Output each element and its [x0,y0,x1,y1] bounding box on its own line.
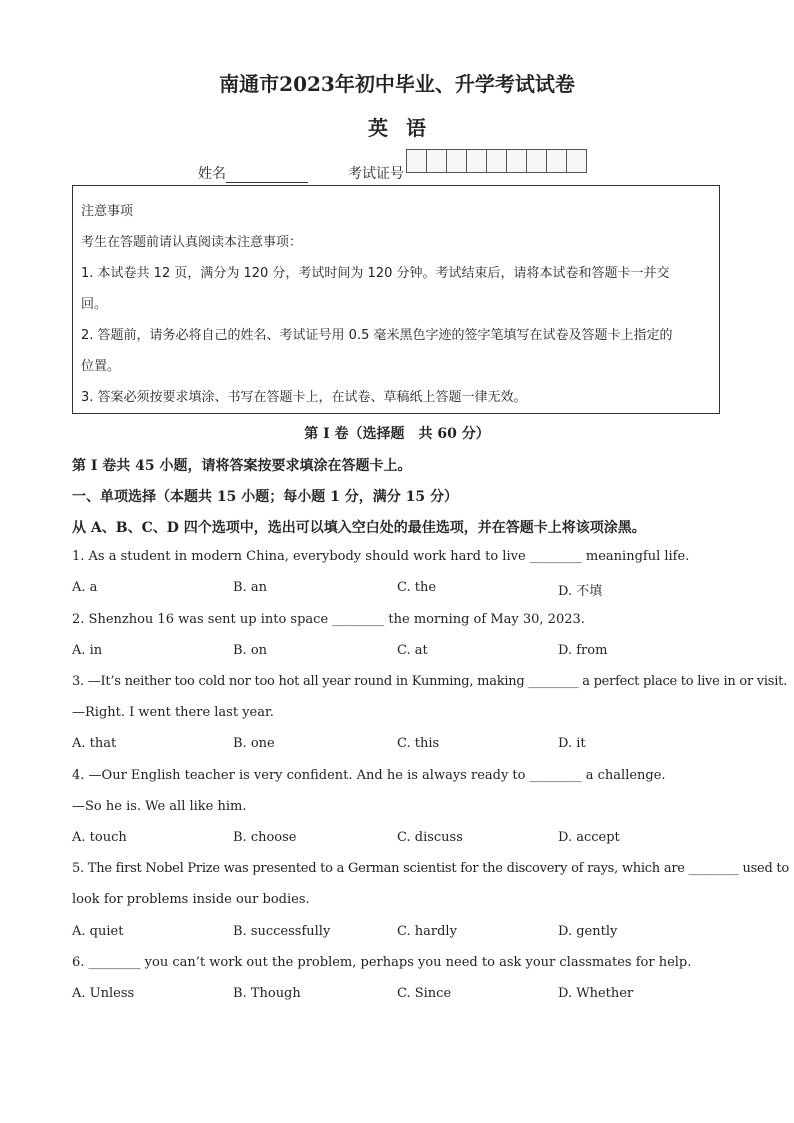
id-digit-box[interactable] [446,149,467,173]
id-digit-box[interactable] [486,149,507,173]
q2-option-b: B. on [233,643,268,658]
question-1: 1. As a student in modern China, everybody should work hard to live ________ meaningful life. [72,549,690,564]
q5-option-b: B. successfully [233,924,331,939]
notice-line: 2. 答题前，请务必将自己的姓名、考试证号用 0.5 毫米黑色字迹的签字笔填写在试卷及答题卡上指定的 [81,328,673,343]
question-3-reply: —Right. I went there last year. [72,705,274,720]
q1-option-d: D. 不填 [558,584,603,599]
q3-option-c: C. this [397,736,440,751]
notice-line: 1. 本试卷共 12 页，满分为 120 分，考试时间为 120 分钟。考试结束后，请将本试卷和答题卡一并交 [81,266,670,281]
exam-title: 南通市2023年初中毕业、升学考试试卷 [219,72,575,96]
id-digit-box[interactable] [426,149,447,173]
q2-option-a: A. in [72,643,103,658]
q3-option-d: D. it [558,736,586,751]
q3-option-a: A. that [72,736,117,751]
q1-option-c: C. the [397,580,437,595]
q6-option-d: D. Whether [558,986,634,1001]
notice-line: 位置。 [81,359,121,374]
q1-option-b: B. an [233,580,267,595]
q5-option-a: A. quiet [72,924,124,939]
notice-title: 注意事项 [81,204,134,219]
id-label: 考试证号 [348,166,404,182]
question-2: 2. Shenzhou 16 was sent up into space ________ the morning of May 30, 2023. [72,612,585,627]
q1-option-a: A. a [72,580,98,595]
q4-option-d: D. accept [558,830,620,845]
part-directions: 从 A、B、C、D 四个选项中，选出可以填入空白处的最佳选项，并在答题卡上将该项涂黑。 [72,520,646,536]
question-6: 6. ________ you can’t work out the problem, perhaps you need to ask your classmates for help. [72,955,692,970]
q4-option-a: A. touch [72,830,127,845]
q2-option-d: D. from [558,643,608,658]
notice-line: 回。 [81,297,108,312]
q3-option-b: B. one [233,736,275,751]
volume-heading: 第 I 卷（选择题 共 60 分） [304,426,490,442]
question-5: 5. The first Nobel Prize was presented to a German scientist for the discovery of rays, which are ________ used to [72,861,789,876]
name-label: 姓名 [198,166,226,182]
subject-title: 英语 [368,116,444,140]
question-4-reply: —So he is. We all like him. [72,799,247,814]
q6-option-c: C. Since [397,986,452,1001]
q6-option-b: B. Though [233,986,301,1001]
id-number-boxes[interactable] [407,149,587,173]
question-3: 3. —It’s neither too cold nor too hot all year round in Kunming, making ________ a perfect place to live in or visit. [72,674,787,689]
part-heading: 一、单项选择（本题共 15 小题；每小题 1 分，满分 15 分） [72,489,458,505]
question-5-continued: look for problems inside our bodies. [72,892,310,907]
id-digit-box[interactable] [546,149,567,173]
q6-option-a: A. Unless [72,986,135,1001]
notice-line: 3. 答案必须按要求填涂、书写在答题卡上，在试卷、草稿纸上答题一律无效。 [81,390,527,405]
id-digit-box[interactable] [506,149,527,173]
notice-line: 考生在答题前请认真阅读本注意事项： [81,235,303,250]
id-digit-box[interactable] [466,149,487,173]
q4-option-c: C. discuss [397,830,463,845]
question-4: 4. —Our English teacher is very confident. And he is always ready to ________ a challenge. [72,768,666,783]
id-digit-box[interactable] [566,149,587,173]
volume-instruction: 第 I 卷共 45 小题，请将答案按要求填涂在答题卡上。 [72,458,412,474]
name-field[interactable] [198,163,308,183]
id-digit-box[interactable] [406,149,427,173]
id-digit-box[interactable] [526,149,547,173]
name-blank[interactable] [226,168,308,183]
q2-option-c: C. at [397,643,428,658]
q5-option-d: D. gently [558,924,618,939]
notice-box [72,185,720,414]
q4-option-b: B. choose [233,830,297,845]
q5-option-c: C. hardly [397,924,457,939]
